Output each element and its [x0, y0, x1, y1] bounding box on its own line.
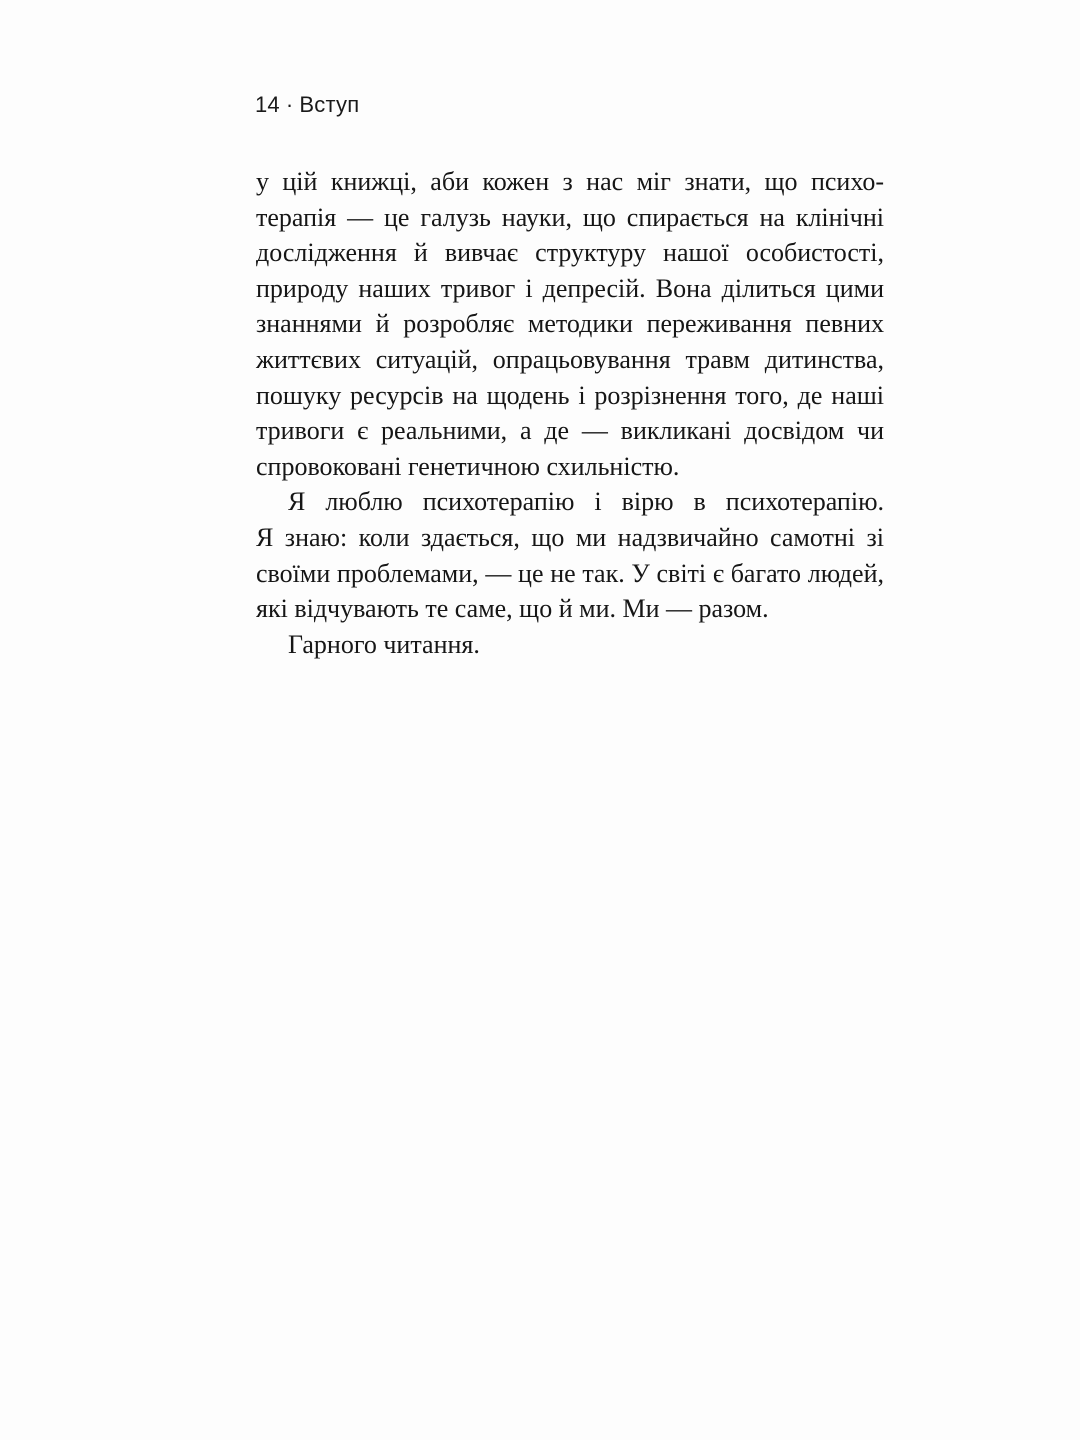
text-line: у цій книжці, аби кожен з нас міг знати, що психо-	[256, 167, 884, 196]
text-line: дослідження й вивчає структуру нашої особистості,	[256, 238, 884, 268]
text-line: Гарного читання.	[288, 629, 480, 659]
text-line: природу наших тривог і депресій. Вона ділиться цими	[256, 273, 884, 303]
text-line: пошуку ресурсів на щодень і розрізнення того, де наші	[256, 380, 884, 410]
paragraph	[256, 627, 884, 663]
text-line: Я люблю психотерапію і вірю в психотерапію.	[288, 487, 884, 517]
paragraph	[256, 484, 884, 626]
running-head	[255, 92, 359, 118]
text-line: тривоги є реальними, а де — викликані досвідом чи	[256, 416, 884, 446]
header-separator: ·	[285, 92, 294, 117]
body-text	[256, 164, 884, 662]
paragraph	[256, 164, 884, 484]
text-line: терапія — це галузь науки, що спирається на клінічні	[256, 202, 884, 232]
text-line: знаннями й розробляє методики переживання певних	[256, 309, 884, 339]
text-line: спровоковані генетичною схильністю.	[256, 451, 680, 481]
text-line: життєвих ситуацій, опрацьовування травм дитинства,	[256, 344, 884, 374]
text-line: своїми проблемами, — це не так. У світі є багато людей,	[256, 558, 884, 588]
text-line: які відчувають те саме, що й ми. Ми — разом.	[256, 594, 769, 624]
page-number: 14	[255, 92, 280, 117]
section-title: Вступ	[299, 92, 360, 117]
text-line: Я знаю: коли здається, що ми надзвичайно самотні зі	[256, 522, 884, 552]
